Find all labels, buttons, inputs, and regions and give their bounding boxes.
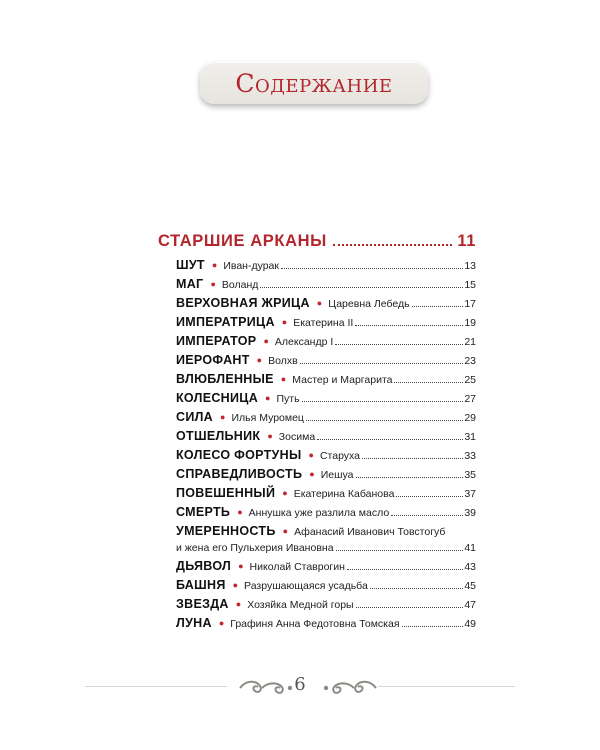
- entry-page: 39: [464, 507, 476, 519]
- title-plate: [200, 62, 428, 104]
- toc-entry[interactable]: [176, 410, 476, 429]
- toc-entry[interactable]: [176, 524, 476, 559]
- entry-subtitle: Воланд: [221, 279, 259, 291]
- entry-page: 23: [464, 355, 476, 367]
- entry-name: ИМПЕРАТОР: [176, 334, 257, 348]
- entry-name: ДЬЯВОЛ: [176, 559, 232, 573]
- entry-page: 21: [464, 336, 476, 348]
- entry-name: ЛУНА: [176, 616, 212, 630]
- bullet-icon: ●: [282, 526, 289, 536]
- bullet-icon: ●: [237, 507, 243, 517]
- toc-entry[interactable]: [176, 597, 476, 616]
- entry-name: УМЕРЕННОСТЬ: [176, 524, 276, 538]
- entry-subtitle: Разрушающаяся усадьба: [244, 580, 368, 592]
- dot-leader: [370, 588, 464, 589]
- entry-subtitle: Царевна Лебедь: [328, 298, 410, 310]
- dot-leader: [391, 515, 463, 516]
- entry-subtitle: Николай Ставрогин: [249, 561, 345, 573]
- entry-subtitle: Путь: [276, 393, 300, 405]
- toc-entry[interactable]: [176, 277, 476, 296]
- bullet-icon: ●: [316, 298, 323, 308]
- dot-leader: [302, 401, 464, 402]
- bullet-icon: ●: [238, 561, 244, 571]
- entry-name: БАШНЯ: [176, 578, 226, 592]
- bullet-icon: ●: [281, 317, 288, 327]
- bullet-icon: ●: [309, 469, 315, 479]
- toc-entry[interactable]: [176, 429, 476, 448]
- entry-page: 33: [464, 450, 476, 462]
- toc-entry[interactable]: [176, 578, 476, 597]
- bullet-icon: ●: [256, 355, 263, 365]
- entry-name: ИЕРОФАНТ: [176, 353, 250, 367]
- toc-entry[interactable]: [176, 391, 476, 410]
- entry-name: ШУТ: [176, 258, 205, 272]
- dot-leader: [356, 477, 464, 478]
- entry-page: 35: [464, 469, 476, 481]
- entry-name: ИМПЕРАТРИЦА: [176, 315, 275, 329]
- entry-name: МАГ: [176, 277, 204, 291]
- page-number: 6: [294, 674, 306, 695]
- entry-subtitle: Зосима: [278, 431, 316, 443]
- entry-page: 27: [464, 393, 476, 405]
- entry-subtitle: Волхв: [268, 355, 298, 367]
- toc-entry[interactable]: [176, 467, 476, 486]
- toc-entry[interactable]: [176, 505, 476, 524]
- toc-entry[interactable]: [176, 486, 476, 505]
- entry-name: ОТШЕЛЬНИК: [176, 429, 261, 443]
- entry-page: 37: [464, 488, 476, 500]
- page-title: Содержание: [235, 68, 393, 98]
- entry-page: 15: [464, 279, 476, 291]
- entry-subtitle: Иван-дурак: [223, 260, 279, 272]
- entry-page: 43: [464, 561, 476, 573]
- entry-subtitle: Екатерина Кабанова: [293, 488, 395, 500]
- entry-subtitle: Хозяйка Медной горы: [247, 599, 354, 611]
- toc-entry[interactable]: [176, 353, 476, 372]
- entry-subtitle: Мастер и Маргарита: [292, 374, 393, 386]
- bullet-icon: ●: [220, 412, 226, 422]
- table-of-contents: [158, 232, 476, 635]
- toc-entry[interactable]: [176, 315, 476, 334]
- entry-page: 41: [464, 542, 476, 554]
- entry-name: СИЛА: [176, 410, 214, 424]
- dot-leader: [396, 496, 463, 497]
- dot-leader: [355, 325, 463, 326]
- entry-name: СМЕРТЬ: [176, 505, 231, 519]
- dot-leader: [412, 306, 464, 307]
- dot-leader: [394, 382, 463, 383]
- entry-subtitle: Аннушка уже разлила масло: [248, 507, 390, 519]
- entry-name: ПОВЕШЕННЫЙ: [176, 486, 276, 500]
- entry-name: СПРАВЕДЛИВОСТЬ: [176, 467, 303, 481]
- dot-leader: [306, 420, 463, 421]
- toc-entry[interactable]: [176, 334, 476, 353]
- entry-page: 45: [464, 580, 476, 592]
- toc-entry[interactable]: [176, 372, 476, 391]
- entry-name: КОЛЕСО ФОРТУНЫ: [176, 448, 302, 462]
- entry-page: 31: [464, 431, 476, 443]
- toc-entry[interactable]: [176, 448, 476, 467]
- entry-subtitle: Старуха: [319, 450, 361, 462]
- entry-page: 19: [464, 317, 476, 329]
- entry-page: 13: [464, 260, 476, 272]
- bullet-icon: ●: [267, 431, 273, 441]
- section-leader: [333, 244, 452, 246]
- dot-leader: [402, 626, 464, 627]
- dot-leader: [356, 607, 464, 608]
- toc-entry[interactable]: [176, 296, 476, 315]
- bullet-icon: ●: [218, 618, 225, 628]
- bullet-icon: ●: [232, 580, 239, 590]
- entry-name: ЗВЕЗДА: [176, 597, 229, 611]
- entry-page: 29: [464, 412, 476, 424]
- dot-leader: [336, 550, 464, 551]
- toc-entry[interactable]: [176, 559, 476, 578]
- dot-leader: [260, 287, 463, 288]
- entry-name: ВЛЮБЛЕННЫЕ: [176, 372, 274, 386]
- bullet-icon: ●: [235, 599, 242, 609]
- entry-name: КОЛЕСНИЦА: [176, 391, 259, 405]
- entry-subtitle: Афанасий Иванович Товстогуб: [294, 526, 446, 538]
- entry-page: 47: [464, 599, 476, 611]
- entry-name: ВЕРХОВНАЯ ЖРИЦА: [176, 296, 310, 310]
- toc-entries: [176, 258, 476, 635]
- dot-leader: [281, 268, 463, 269]
- entry-subtitle: Екатерина II: [293, 317, 354, 329]
- bullet-icon: ●: [263, 336, 269, 346]
- entry-subtitle: Графиня Анна Федотовна Томская: [230, 618, 400, 630]
- bullet-icon: ●: [308, 450, 314, 460]
- toc-entry[interactable]: [176, 616, 476, 635]
- entry-subtitle: Илья Муромец: [231, 412, 304, 424]
- entry-page: 17: [464, 298, 476, 310]
- entry-subtitle-continued: и жена его Пульхерия Ивановна: [176, 542, 334, 554]
- bullet-icon: ●: [211, 260, 218, 270]
- section-title: СТАРШИЕ АРКАНЫ: [158, 232, 327, 250]
- dot-leader: [317, 439, 463, 440]
- entry-page: 49: [464, 618, 476, 630]
- dot-leader: [347, 569, 463, 570]
- section-page: 11: [457, 232, 476, 250]
- bullet-icon: ●: [265, 393, 271, 403]
- bullet-icon: ●: [280, 374, 287, 384]
- dot-leader: [335, 344, 463, 345]
- dot-leader: [362, 458, 463, 459]
- entry-subtitle: Иешуа: [320, 469, 354, 481]
- bullet-icon: ●: [282, 488, 288, 498]
- toc-entry[interactable]: [176, 258, 476, 277]
- entry-subtitle: Александр I: [274, 336, 334, 348]
- toc-section[interactable]: [158, 232, 476, 254]
- entry-page: 25: [464, 374, 476, 386]
- bullet-icon: ●: [210, 279, 216, 289]
- dot-leader: [300, 363, 464, 364]
